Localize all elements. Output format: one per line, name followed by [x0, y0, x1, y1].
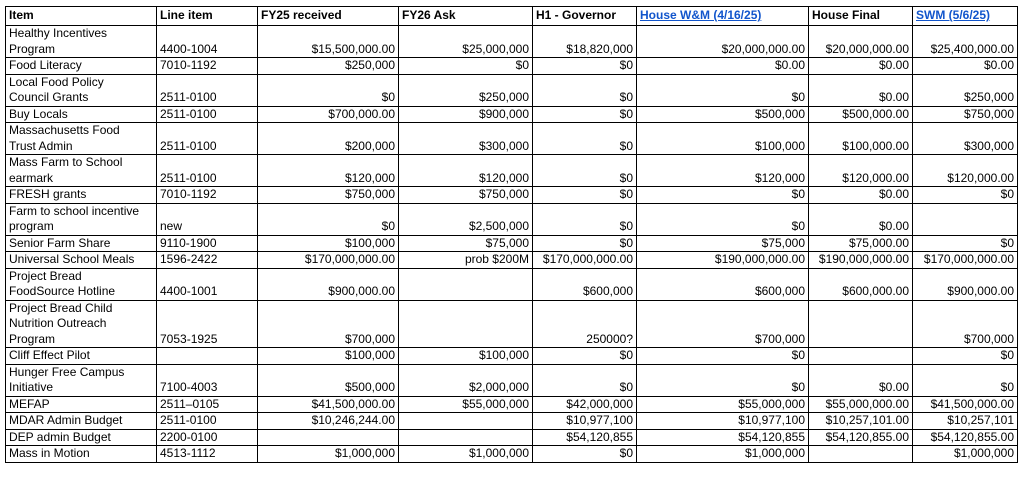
table-row: [6, 74, 1018, 106]
cell-fy25-received: [258, 429, 399, 446]
cell-item: Project Bread FoodSource Hotline: [6, 268, 157, 300]
cell-fy25-received: $100,000: [258, 235, 399, 252]
cell-h1-governor: $54,120,855: [533, 429, 637, 446]
table-row: [6, 106, 1018, 123]
header-item: Item: [6, 7, 157, 26]
table-row: [6, 396, 1018, 413]
cell-fy25-received: $0: [258, 74, 399, 106]
cell-swm: $750,000: [913, 106, 1018, 123]
cell-house-final: $0.00: [809, 364, 913, 396]
cell-item: Healthy Incentives Program: [6, 26, 157, 58]
cell-h1-governor: $0: [533, 364, 637, 396]
cell-fy25-received: $1,000,000: [258, 446, 399, 463]
cell-house-final: $190,000,000.00: [809, 252, 913, 269]
cell-house-final: $75,000.00: [809, 235, 913, 252]
cell-item: MEFAP: [6, 396, 157, 413]
budget-table: [5, 6, 1018, 463]
header-house-wm[interactable]: House W&M (4/16/25): [637, 7, 809, 26]
cell-house-wm: $0: [637, 364, 809, 396]
cell-house-wm: $0: [637, 187, 809, 204]
cell-h1-governor: $0: [533, 235, 637, 252]
cell-fy26-ask: $100,000: [399, 348, 533, 365]
cell-line-item: 4400-1001: [157, 268, 258, 300]
cell-fy26-ask: $900,000: [399, 106, 533, 123]
cell-swm: $250,000: [913, 74, 1018, 106]
cell-fy26-ask: $75,000: [399, 235, 533, 252]
cell-item: DEP admin Budget: [6, 429, 157, 446]
cell-h1-governor: $0: [533, 74, 637, 106]
cell-fy25-received: $15,500,000.00: [258, 26, 399, 58]
cell-item: Hunger Free Campus Initiative: [6, 364, 157, 396]
cell-house-wm: $20,000,000.00: [637, 26, 809, 58]
cell-swm: $700,000: [913, 300, 1018, 348]
cell-fy25-received: $700,000: [258, 300, 399, 348]
cell-item: Universal School Meals: [6, 252, 157, 269]
cell-line-item: 2511-0100: [157, 413, 258, 430]
cell-item: Mass in Motion: [6, 446, 157, 463]
cell-swm: $300,000: [913, 123, 1018, 155]
cell-line-item: 2511-0100: [157, 106, 258, 123]
cell-h1-governor: $42,000,000: [533, 396, 637, 413]
cell-fy25-received: $170,000,000.00: [258, 252, 399, 269]
cell-line-item: [157, 348, 258, 365]
cell-line-item: 2511-0100: [157, 155, 258, 187]
cell-swm: $54,120,855.00: [913, 429, 1018, 446]
cell-h1-governor: $0: [533, 106, 637, 123]
table-body: [6, 26, 1018, 463]
cell-fy26-ask: $1,000,000: [399, 446, 533, 463]
cell-house-final: $20,000,000.00: [809, 26, 913, 58]
cell-item: FRESH grants: [6, 187, 157, 204]
cell-house-final: $0.00: [809, 74, 913, 106]
header-house-final: House Final: [809, 7, 913, 26]
cell-h1-governor: $170,000,000.00: [533, 252, 637, 269]
table-row: [6, 300, 1018, 348]
cell-swm: $0.00: [913, 58, 1018, 75]
table-row: [6, 26, 1018, 58]
cell-line-item: 7010-1192: [157, 58, 258, 75]
cell-house-wm: $700,000: [637, 300, 809, 348]
cell-house-final: [809, 300, 913, 348]
cell-house-wm: $0: [637, 348, 809, 365]
cell-item: Mass Farm to School earmark: [6, 155, 157, 187]
cell-house-wm: $55,000,000: [637, 396, 809, 413]
cell-house-wm: $0: [637, 74, 809, 106]
cell-fy26-ask: $0: [399, 58, 533, 75]
cell-item: Senior Farm Share: [6, 235, 157, 252]
header-swm[interactable]: SWM (5/6/25): [913, 7, 1018, 26]
cell-house-wm: $0: [637, 203, 809, 235]
header-fy26-ask: FY26 Ask: [399, 7, 533, 26]
table-row: [6, 268, 1018, 300]
cell-fy26-ask: prob $200M: [399, 252, 533, 269]
cell-fy26-ask: [399, 429, 533, 446]
cell-line-item: 2511–0105: [157, 396, 258, 413]
cell-fy26-ask: $2,000,000: [399, 364, 533, 396]
cell-line-item: 1596-2422: [157, 252, 258, 269]
cell-fy25-received: $0: [258, 203, 399, 235]
cell-line-item: 7053-1925: [157, 300, 258, 348]
cell-h1-governor: 250000?: [533, 300, 637, 348]
cell-h1-governor: $0: [533, 348, 637, 365]
cell-fy26-ask: $2,500,000: [399, 203, 533, 235]
cell-house-final: $120,000.00: [809, 155, 913, 187]
cell-fy25-received: $250,000: [258, 58, 399, 75]
cell-fy26-ask: [399, 268, 533, 300]
cell-swm: $120,000.00: [913, 155, 1018, 187]
cell-fy26-ask: $750,000: [399, 187, 533, 204]
table-row: [6, 413, 1018, 430]
cell-fy25-received: $120,000: [258, 155, 399, 187]
cell-house-wm: $1,000,000: [637, 446, 809, 463]
cell-fy26-ask: $25,000,000: [399, 26, 533, 58]
cell-line-item: 2511-0100: [157, 123, 258, 155]
cell-house-final: [809, 446, 913, 463]
cell-h1-governor: $0: [533, 123, 637, 155]
cell-fy25-received: $41,500,000.00: [258, 396, 399, 413]
cell-house-wm: $120,000: [637, 155, 809, 187]
cell-house-final: [809, 348, 913, 365]
cell-swm: $10,257,101: [913, 413, 1018, 430]
cell-swm: $900,000.00: [913, 268, 1018, 300]
table-row: [6, 446, 1018, 463]
cell-h1-governor: $0: [533, 187, 637, 204]
table-row: [6, 252, 1018, 269]
cell-item: Cliff Effect Pilot: [6, 348, 157, 365]
cell-house-wm: $100,000: [637, 123, 809, 155]
cell-fy25-received: $700,000.00: [258, 106, 399, 123]
cell-house-final: $100,000.00: [809, 123, 913, 155]
cell-house-wm: $10,977,100: [637, 413, 809, 430]
cell-h1-governor: $0: [533, 58, 637, 75]
header-line-item: Line item: [157, 7, 258, 26]
cell-fy25-received: $200,000: [258, 123, 399, 155]
cell-house-final: $54,120,855.00: [809, 429, 913, 446]
cell-line-item: 9110-1900: [157, 235, 258, 252]
cell-line-item: 7010-1192: [157, 187, 258, 204]
cell-house-wm: $0.00: [637, 58, 809, 75]
header-h1-governor: H1 - Governor: [533, 7, 637, 26]
cell-fy26-ask: $300,000: [399, 123, 533, 155]
cell-swm: $1,000,000: [913, 446, 1018, 463]
cell-item: Project Bread Child Nutrition Outreach Program: [6, 300, 157, 348]
table-row: [6, 155, 1018, 187]
cell-fy25-received: $500,000: [258, 364, 399, 396]
table-row: [6, 203, 1018, 235]
cell-h1-governor: $0: [533, 203, 637, 235]
cell-house-wm: $75,000: [637, 235, 809, 252]
cell-h1-governor: $0: [533, 446, 637, 463]
cell-line-item: 2511-0100: [157, 74, 258, 106]
cell-fy26-ask: $120,000: [399, 155, 533, 187]
cell-fy25-received: $100,000: [258, 348, 399, 365]
table-row: [6, 235, 1018, 252]
cell-h1-governor: $0: [533, 155, 637, 187]
cell-fy26-ask: [399, 413, 533, 430]
cell-item: MDAR Admin Budget: [6, 413, 157, 430]
table-row: [6, 123, 1018, 155]
cell-line-item: 4400-1004: [157, 26, 258, 58]
cell-house-final: $0.00: [809, 203, 913, 235]
cell-house-wm: $500,000: [637, 106, 809, 123]
cell-house-final: $10,257,101.00: [809, 413, 913, 430]
cell-line-item: 4513-1112: [157, 446, 258, 463]
cell-house-final: $0.00: [809, 187, 913, 204]
cell-item: Food Literacy: [6, 58, 157, 75]
cell-item: Farm to school incentive program: [6, 203, 157, 235]
table-header: [6, 7, 1018, 26]
cell-house-final: $500,000.00: [809, 106, 913, 123]
cell-h1-governor: $600,000: [533, 268, 637, 300]
header-fy25-received: FY25 received: [258, 7, 399, 26]
cell-item: Local Food Policy Council Grants: [6, 74, 157, 106]
table-row: [6, 187, 1018, 204]
table-row: [6, 364, 1018, 396]
table-row: [6, 58, 1018, 75]
cell-house-final: $600,000.00: [809, 268, 913, 300]
cell-fy25-received: $750,000: [258, 187, 399, 204]
cell-swm: $0: [913, 235, 1018, 252]
cell-fy26-ask: [399, 300, 533, 348]
cell-house-wm: $600,000: [637, 268, 809, 300]
cell-swm: $0: [913, 348, 1018, 365]
cell-swm: $41,500,000.00: [913, 396, 1018, 413]
table-row: [6, 429, 1018, 446]
cell-fy25-received: $10,246,244.00: [258, 413, 399, 430]
cell-item: Buy Locals: [6, 106, 157, 123]
cell-line-item: 2200-0100: [157, 429, 258, 446]
cell-fy26-ask: $250,000: [399, 74, 533, 106]
cell-line-item: new: [157, 203, 258, 235]
header-row: [6, 7, 1018, 26]
cell-swm: $170,000,000.00: [913, 252, 1018, 269]
cell-line-item: 7100-4003: [157, 364, 258, 396]
cell-h1-governor: $10,977,100: [533, 413, 637, 430]
cell-item: Massachusetts Food Trust Admin: [6, 123, 157, 155]
cell-house-wm: $190,000,000.00: [637, 252, 809, 269]
cell-swm: $0: [913, 364, 1018, 396]
cell-fy25-received: $900,000.00: [258, 268, 399, 300]
cell-house-final: $0.00: [809, 58, 913, 75]
cell-h1-governor: $18,820,000: [533, 26, 637, 58]
cell-swm: $0: [913, 187, 1018, 204]
cell-house-wm: $54,120,855: [637, 429, 809, 446]
cell-swm: [913, 203, 1018, 235]
cell-house-final: $55,000,000.00: [809, 396, 913, 413]
cell-swm: $25,400,000.00: [913, 26, 1018, 58]
table-row: [6, 348, 1018, 365]
cell-fy26-ask: $55,000,000: [399, 396, 533, 413]
